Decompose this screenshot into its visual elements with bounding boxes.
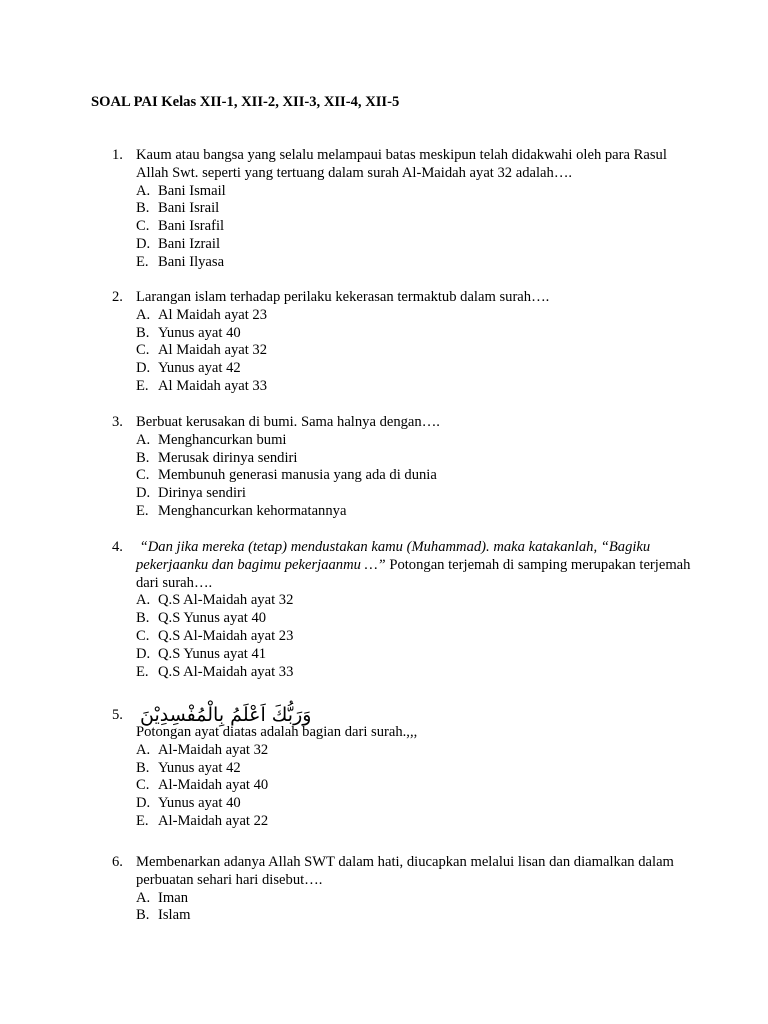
option-text: Al Maidah ayat 33: [158, 377, 268, 394]
option-text: Al Maidah ayat 32: [158, 342, 268, 359]
options-list: [112, 307, 692, 396]
option-text: Q.S Yunus ayat 41: [158, 645, 267, 662]
options-list: [112, 432, 692, 521]
option-letter: C.: [136, 627, 150, 644]
option-text: Yunus ayat 40: [158, 795, 241, 812]
option-letter: D.: [136, 235, 151, 252]
option-letter: A.: [136, 592, 151, 609]
option-text: Merusak dirinya sendiri: [158, 449, 298, 466]
question-3: [112, 414, 692, 521]
option-text: Al-Maidah ayat 40: [158, 777, 269, 794]
option-e: [136, 378, 692, 396]
question-text: [136, 539, 692, 592]
option-text: Membunuh generasi manusia yang ada di dunia: [158, 467, 437, 484]
option-letter: A.: [136, 182, 151, 199]
option-b: [136, 325, 692, 343]
option-d: [136, 646, 692, 664]
option-letter: A.: [136, 306, 151, 323]
option-text: Yunus ayat 42: [158, 759, 241, 776]
option-text: Bani Izrail: [158, 235, 220, 252]
option-text: Al Maidah ayat 23: [158, 306, 268, 323]
question-number: 2.: [112, 289, 123, 305]
option-letter: C.: [136, 342, 150, 359]
option-text: Bani Ilyasa: [158, 253, 225, 270]
option-letter: B.: [136, 324, 150, 341]
option-d: [136, 236, 692, 254]
option-text: Bani Israfil: [158, 218, 225, 235]
option-text: Dirinya sendiri: [158, 485, 246, 502]
option-letter: E.: [136, 812, 149, 829]
option-text: Menghancurkan kehormatannya: [158, 502, 347, 519]
question-number: 3.: [112, 414, 123, 430]
option-letter: B.: [136, 610, 150, 627]
option-letter: B.: [136, 759, 150, 776]
option-text: Yunus ayat 42: [158, 360, 241, 377]
options-list: [112, 742, 692, 831]
question-text: Berbuat kerusakan di bumi. Sama halnya dengan….: [136, 414, 440, 430]
option-letter: B.: [136, 200, 150, 217]
option-letter: A.: [136, 889, 151, 906]
question-text: Kaum atau bangsa yang selalu melampaui batas meskipun telah didakwahi oleh para Rasul Allah Swt. seperti yang tertuang dalam surah Al-Maidah ayat 32 adalah….: [136, 147, 667, 181]
option-d: [136, 360, 692, 378]
option-c: [136, 777, 692, 795]
arabic-verse-text: وَرَبُّكَ اَعْلَمُ بِالْمُفْسِدِيْنَ: [140, 704, 312, 726]
question-text: Membenarkan adanya Allah SWT dalam hati, diucapkan melalui lisan dan diamalkan dalam perbuatan sehari hari disebut….: [136, 854, 674, 888]
option-a: [136, 742, 692, 760]
option-d: [136, 795, 692, 813]
option-text: Iman: [158, 889, 188, 906]
options-list: [112, 890, 692, 926]
question-number: 4.: [112, 539, 123, 555]
option-letter: E.: [136, 502, 149, 519]
option-letter: C.: [136, 467, 150, 484]
option-letter: E.: [136, 377, 149, 394]
option-a: [136, 307, 692, 325]
option-letter: D.: [136, 485, 151, 502]
option-letter: A.: [136, 741, 151, 758]
option-letter: D.: [136, 360, 151, 377]
option-c: [136, 467, 692, 485]
question-text: Larangan islam terhadap perilaku kekerasan termaktub dalam surah….: [136, 289, 550, 305]
question-continuation: Potongan terjemah di samping merupakan terjemah dari surah….: [136, 556, 691, 591]
question-4: [112, 539, 692, 681]
options-list: [112, 592, 692, 681]
option-letter: C.: [136, 218, 150, 235]
option-a: [136, 890, 692, 908]
option-b: [136, 907, 692, 925]
option-text: Q.S Yunus ayat 40: [158, 610, 267, 627]
option-letter: E.: [136, 253, 149, 270]
option-text: Q.S Al-Maidah ayat 32: [158, 592, 294, 609]
option-letter: D.: [136, 645, 151, 662]
question-6: [112, 854, 692, 925]
option-text: Bani Israil: [158, 200, 220, 217]
question-number: 1.: [112, 147, 123, 163]
option-c: [136, 342, 692, 360]
option-text: Bani Ismail: [158, 182, 226, 199]
question-2: [112, 289, 692, 396]
option-e: [136, 813, 692, 831]
question-text: Potongan ayat diatas adalah bagian dari surah.,,,: [136, 724, 418, 740]
option-text: Q.S Al-Maidah ayat 23: [158, 627, 294, 644]
question-number: 6.: [112, 854, 123, 870]
option-a: [136, 183, 692, 201]
option-a: [136, 592, 692, 610]
option-e: [136, 254, 692, 272]
option-text: Menghancurkan bumi: [158, 431, 287, 448]
option-e: [136, 503, 692, 521]
option-text: Al-Maidah ayat 22: [158, 812, 269, 829]
options-list: [112, 183, 692, 272]
option-text: Al-Maidah ayat 32: [158, 741, 269, 758]
option-letter: B.: [136, 449, 150, 466]
option-text: Islam: [158, 907, 191, 924]
option-letter: E.: [136, 663, 149, 680]
option-b: [136, 450, 692, 468]
question-quote: “Dan jika mereka (tetap) mendustakan kamu (Muhammad). maka katakanlah, “Bagiku pekerjaanku dan bagimu pekerjaanmu …”: [136, 539, 651, 573]
option-letter: A.: [136, 431, 151, 448]
option-letter: D.: [136, 795, 151, 812]
option-b: [136, 760, 692, 778]
option-letter: B.: [136, 907, 150, 924]
question-5: [112, 703, 692, 831]
document-title: SOAL PAI Kelas XII-1, XII-2, XII-3, XII-4, XII-5: [91, 94, 400, 110]
option-d: [136, 485, 692, 503]
option-letter: C.: [136, 777, 150, 794]
option-a: [136, 432, 692, 450]
option-text: Q.S Al-Maidah ayat 33: [158, 663, 294, 680]
option-text: Yunus ayat 40: [158, 324, 241, 341]
option-c: [136, 218, 692, 236]
option-e: [136, 664, 692, 682]
question-1: [112, 147, 692, 272]
question-number: 5.: [112, 707, 123, 723]
option-b: [136, 610, 692, 628]
option-b: [136, 200, 692, 218]
option-c: [136, 628, 692, 646]
